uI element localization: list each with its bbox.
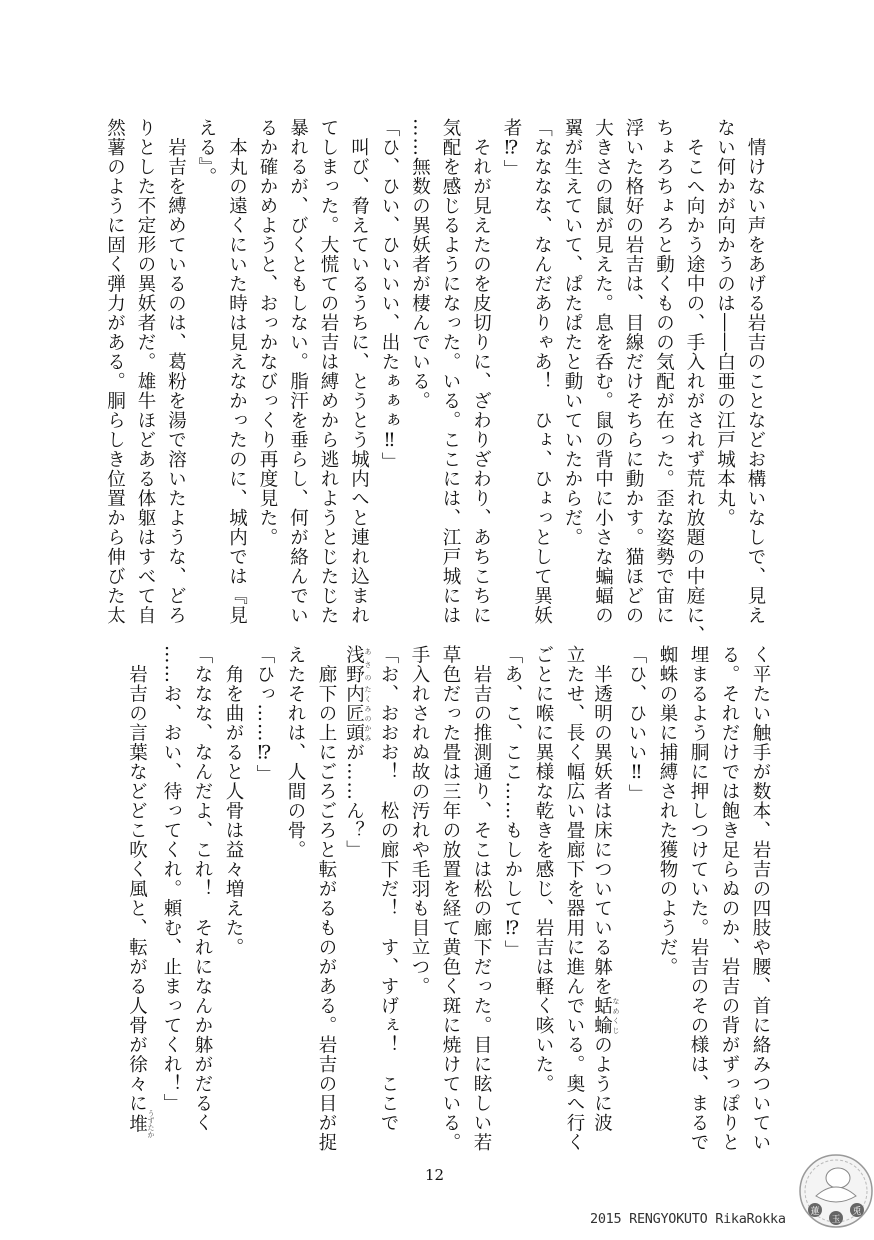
text-line: 手入れされぬ故の汚れや毛羽も目立つ。 xyxy=(409,645,430,996)
logo-char: 蓮 xyxy=(810,1207,820,1217)
text-line: 浅野 あさの内匠頭 たくみのかみが……ん？」 xyxy=(343,645,372,860)
text-line: ちょろちょろと動くものの気配が在った。歪な姿勢で宙に xyxy=(653,118,675,625)
text-line: 大きさの鼠が見えた。息を呑む。鼠の背中に小さな蝙蝠の xyxy=(592,118,614,625)
text-line: ……お、おい、待ってくれ。頼む、止まってくれ！」 xyxy=(161,645,182,1113)
text-line: 「お、おおお！ 松の廊下だ！ す、すげぇ！ ここで xyxy=(378,645,399,1133)
text-block-top xyxy=(0,118,874,645)
text-line: 「ひ、ひい、ひいいい、出たぁぁぁ‼」 xyxy=(379,118,400,472)
text-line: く平たい触手が数本、岩吉の四肢や腰、首に絡みついてい xyxy=(750,645,771,1152)
text-line: 「ひ、ひいい‼」 xyxy=(626,645,647,804)
text-line: 本丸の遠くにいた時は見えなかったのに、城内では『見 xyxy=(226,118,248,625)
text-line: 蜘蛛の巣に捕縛された獲物のようだ。 xyxy=(657,645,678,977)
logo-char: 玉 xyxy=(831,1215,841,1225)
text-line: 情けない声をあげる岩吉のことなどお構いなしで、見え xyxy=(745,118,766,625)
ruby-annotation: 堆 うずたか xyxy=(126,1110,155,1138)
text-line: 草色だった畳は三年の放置を経て黄色く斑に焼けている。 xyxy=(440,645,461,1152)
ruby-annotation: 蛞蝓 なめくじ xyxy=(591,996,620,1035)
text-line: 気配を感じるようになった。いる。ここには、江戸城には xyxy=(440,118,461,625)
text-line: てしまった。大慌ての岩吉は縛めから逃れようとじたじた xyxy=(318,118,339,625)
text-line: えたそれは、人間の骨。 xyxy=(285,645,306,860)
text-line: ない何かが向かうのは――白亜の江戸城本丸。 xyxy=(714,118,736,528)
logo-char: 兎 xyxy=(852,1207,862,1217)
text-line: える』。 xyxy=(196,118,217,187)
text-line: 「なななな、なんだありゃあ！ ひょ、ひょっとして異妖 xyxy=(531,118,553,625)
text-line: 岩吉の推測通り、そこは松の廊下だった。目に眩しい若 xyxy=(471,645,492,1152)
text-line: 岩吉を縛めているのは、葛粉を湯で溶いたような、どろ xyxy=(165,118,187,625)
ruby-annotation: 浅野 あさの xyxy=(343,645,372,684)
text-line: 「あ、こ、ここ……もしかして⁉」 xyxy=(502,645,523,960)
text-line: 翼が生えていて、ぱたぱたと動いていたからだ。 xyxy=(562,118,583,547)
footer-credit: 2015 RENGYOKUTO RikaRokka xyxy=(590,1211,786,1227)
text-line: 叫び、脅えているうちに、とうとう城内へと連れ込まれ xyxy=(348,118,370,625)
text-line: 角を曲がると人骨は益々増えた。 xyxy=(223,645,244,957)
ruby-annotation: 内匠頭 たくみのかみ xyxy=(343,684,372,743)
text-line: 者⁉」 xyxy=(501,118,522,179)
text-line: 然薯のように固く弾力がある。胴らしき位置から伸びた太 xyxy=(104,118,126,625)
text-line: 「ななな、なんだよ、これ！ それになんか躰がだるく xyxy=(192,645,213,1133)
text-line: 半透明の異妖者は床についている躰を蛞蝓 なめくじのように波 xyxy=(591,645,620,1133)
circle-seal-logo xyxy=(798,1148,874,1234)
text-line: りとした不定形の異妖者だ。雄牛ほどある体躯はすべて自 xyxy=(135,118,156,625)
text-line: 廊下の上にごろごろと転がるものがある。岩吉の目が捉 xyxy=(316,645,337,1152)
text-line: 「ひっ……⁉」 xyxy=(254,645,275,784)
text-line: そこへ向かう途中の、手入れがされず荒れ放題の中庭に、 xyxy=(684,118,705,645)
text-line: 埋まるよう胴に押しつけていた。岩吉のその様は、まるで xyxy=(688,645,709,1152)
text-line: るか確かめようと、おっかなびっくり再度見た。 xyxy=(257,118,278,547)
text-line: ……無数の異妖者が棲んでいる。 xyxy=(409,118,431,411)
text-line: それが見えたのを皮切りに、ざわりざわり、あちこちに xyxy=(470,118,492,625)
text-line: 浮いた格好の岩吉は、目線だけそちらに動かす。猫ほどの xyxy=(623,118,644,625)
text-line: 立たせ、長く幅広い畳廊下を器用に進んでいる。奥へ行く xyxy=(564,645,585,1152)
text-line: ごとに喉に異様な乾きを感じ、岩吉は軽く咳いた。 xyxy=(533,645,554,1094)
text-line: 岩吉の言葉などどこ吹く風と、転がる人骨が徐々に堆 うずたか xyxy=(126,645,155,1138)
page-number: 12 xyxy=(425,1166,445,1184)
text-line: 暴れるが、びくともしない。脂汗を垂らし、何が絡んでい xyxy=(287,118,309,625)
text-block-bottom xyxy=(0,645,874,1152)
text-line: る。それだけでは飽き足らぬのか、岩吉の背がずっぽりと xyxy=(719,645,740,1152)
